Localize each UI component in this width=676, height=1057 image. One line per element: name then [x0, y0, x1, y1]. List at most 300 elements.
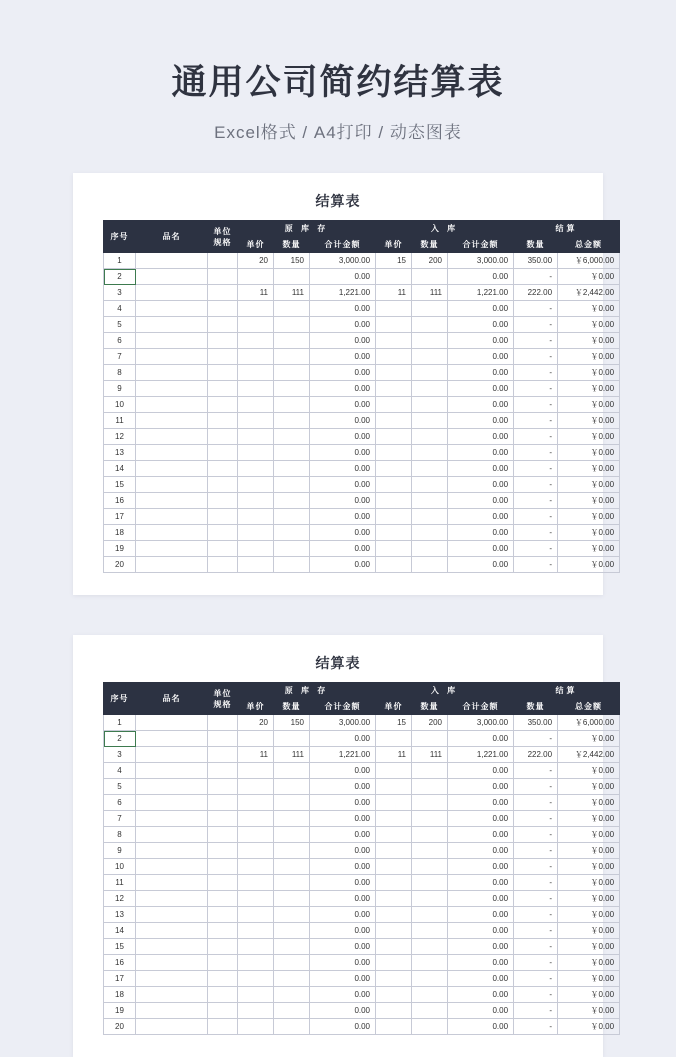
- row-spec[interactable]: [208, 907, 238, 923]
- row-index[interactable]: 6: [104, 333, 136, 349]
- row-stock-price[interactable]: [238, 301, 274, 317]
- row-stock-amount[interactable]: 0.00: [310, 971, 376, 987]
- row-settle-total[interactable]: ￥0.00: [558, 939, 620, 955]
- row-settle-total[interactable]: ￥0.00: [558, 349, 620, 365]
- row-in-price[interactable]: [376, 557, 412, 573]
- row-index[interactable]: 4: [104, 763, 136, 779]
- row-stock-price[interactable]: [238, 875, 274, 891]
- row-settle-total[interactable]: ￥0.00: [558, 397, 620, 413]
- row-stock-amount[interactable]: 0.00: [310, 269, 376, 285]
- row-in-amount[interactable]: 0.00: [448, 477, 514, 493]
- row-in-amount[interactable]: 0.00: [448, 891, 514, 907]
- row-index[interactable]: 5: [104, 779, 136, 795]
- row-in-price[interactable]: [376, 333, 412, 349]
- row-stock-price[interactable]: [238, 763, 274, 779]
- row-in-qty[interactable]: [412, 381, 448, 397]
- table-row[interactable]: [104, 987, 620, 1003]
- table-row[interactable]: [104, 429, 620, 445]
- row-name[interactable]: [136, 365, 208, 381]
- row-in-price[interactable]: [376, 509, 412, 525]
- row-settle-total[interactable]: ￥6,000.00: [558, 715, 620, 731]
- row-in-qty[interactable]: [412, 907, 448, 923]
- row-stock-amount[interactable]: 0.00: [310, 381, 376, 397]
- table-row[interactable]: [104, 349, 620, 365]
- row-in-price[interactable]: [376, 269, 412, 285]
- row-in-qty[interactable]: [412, 859, 448, 875]
- row-name[interactable]: [136, 747, 208, 763]
- row-settle-total[interactable]: ￥0.00: [558, 907, 620, 923]
- row-in-price[interactable]: [376, 907, 412, 923]
- row-settle-qty[interactable]: -: [514, 445, 558, 461]
- row-stock-amount[interactable]: 0.00: [310, 317, 376, 333]
- row-in-amount[interactable]: 0.00: [448, 445, 514, 461]
- row-in-price[interactable]: 11: [376, 747, 412, 763]
- row-spec[interactable]: [208, 461, 238, 477]
- table-row[interactable]: [104, 365, 620, 381]
- row-settle-qty[interactable]: -: [514, 429, 558, 445]
- row-name[interactable]: [136, 795, 208, 811]
- row-settle-qty[interactable]: -: [514, 859, 558, 875]
- row-spec[interactable]: [208, 525, 238, 541]
- row-in-price[interactable]: [376, 349, 412, 365]
- row-name[interactable]: [136, 779, 208, 795]
- table-row[interactable]: [104, 843, 620, 859]
- row-in-qty[interactable]: [412, 525, 448, 541]
- row-index[interactable]: 19: [104, 1003, 136, 1019]
- row-stock-qty[interactable]: [274, 827, 310, 843]
- row-settle-total[interactable]: ￥0.00: [558, 971, 620, 987]
- row-in-price[interactable]: [376, 875, 412, 891]
- row-stock-amount[interactable]: 0.00: [310, 525, 376, 541]
- row-stock-price[interactable]: [238, 493, 274, 509]
- row-stock-price[interactable]: [238, 365, 274, 381]
- row-stock-qty[interactable]: [274, 875, 310, 891]
- row-in-amount[interactable]: 1,221.00: [448, 285, 514, 301]
- row-settle-qty[interactable]: -: [514, 397, 558, 413]
- row-stock-qty[interactable]: [274, 971, 310, 987]
- row-spec[interactable]: [208, 923, 238, 939]
- row-in-qty[interactable]: [412, 493, 448, 509]
- row-stock-qty[interactable]: [274, 269, 310, 285]
- row-in-price[interactable]: [376, 429, 412, 445]
- row-name[interactable]: [136, 1019, 208, 1035]
- row-in-amount[interactable]: 0.00: [448, 397, 514, 413]
- row-in-price[interactable]: [376, 987, 412, 1003]
- table-row[interactable]: [104, 397, 620, 413]
- row-stock-qty[interactable]: [274, 317, 310, 333]
- row-settle-total[interactable]: ￥0.00: [558, 493, 620, 509]
- row-settle-qty[interactable]: -: [514, 971, 558, 987]
- row-name[interactable]: [136, 269, 208, 285]
- row-in-qty[interactable]: [412, 1019, 448, 1035]
- table-row[interactable]: [104, 763, 620, 779]
- row-in-price[interactable]: [376, 461, 412, 477]
- row-stock-qty[interactable]: [274, 429, 310, 445]
- row-in-price[interactable]: [376, 843, 412, 859]
- row-spec[interactable]: [208, 285, 238, 301]
- row-in-price[interactable]: 15: [376, 253, 412, 269]
- table-row[interactable]: [104, 1019, 620, 1035]
- row-stock-price[interactable]: [238, 955, 274, 971]
- row-spec[interactable]: [208, 381, 238, 397]
- row-in-amount[interactable]: 0.00: [448, 907, 514, 923]
- row-stock-qty[interactable]: [274, 939, 310, 955]
- row-settle-qty[interactable]: -: [514, 763, 558, 779]
- row-index[interactable]: 17: [104, 509, 136, 525]
- row-settle-total[interactable]: ￥0.00: [558, 301, 620, 317]
- row-stock-amount[interactable]: 0.00: [310, 429, 376, 445]
- row-stock-amount[interactable]: 0.00: [310, 1019, 376, 1035]
- row-stock-qty[interactable]: [274, 811, 310, 827]
- row-name[interactable]: [136, 763, 208, 779]
- row-in-price[interactable]: [376, 795, 412, 811]
- row-spec[interactable]: [208, 301, 238, 317]
- row-in-price[interactable]: [376, 1003, 412, 1019]
- row-stock-price[interactable]: [238, 317, 274, 333]
- row-stock-qty[interactable]: [274, 477, 310, 493]
- row-settle-qty[interactable]: -: [514, 557, 558, 573]
- row-spec[interactable]: [208, 493, 238, 509]
- row-stock-price[interactable]: [238, 269, 274, 285]
- row-stock-qty[interactable]: [274, 891, 310, 907]
- row-name[interactable]: [136, 397, 208, 413]
- row-in-amount[interactable]: 0.00: [448, 349, 514, 365]
- row-in-qty[interactable]: [412, 987, 448, 1003]
- row-settle-total[interactable]: ￥0.00: [558, 381, 620, 397]
- row-in-qty[interactable]: [412, 461, 448, 477]
- row-settle-total[interactable]: ￥0.00: [558, 333, 620, 349]
- row-stock-amount[interactable]: 0.00: [310, 827, 376, 843]
- row-stock-price[interactable]: [238, 461, 274, 477]
- row-stock-amount[interactable]: 0.00: [310, 541, 376, 557]
- row-in-qty[interactable]: [412, 731, 448, 747]
- row-in-qty[interactable]: [412, 413, 448, 429]
- table-row[interactable]: [104, 779, 620, 795]
- row-settle-total[interactable]: ￥0.00: [558, 445, 620, 461]
- row-stock-qty[interactable]: [274, 859, 310, 875]
- row-index[interactable]: 12: [104, 429, 136, 445]
- row-in-price[interactable]: [376, 317, 412, 333]
- row-index[interactable]: 16: [104, 493, 136, 509]
- row-stock-price[interactable]: [238, 397, 274, 413]
- row-settle-qty[interactable]: -: [514, 477, 558, 493]
- row-in-qty[interactable]: [412, 397, 448, 413]
- row-stock-price[interactable]: [238, 349, 274, 365]
- row-settle-qty[interactable]: -: [514, 413, 558, 429]
- row-spec[interactable]: [208, 333, 238, 349]
- row-stock-price[interactable]: [238, 429, 274, 445]
- row-in-amount[interactable]: 0.00: [448, 923, 514, 939]
- row-stock-price[interactable]: [238, 795, 274, 811]
- table-row[interactable]: [104, 493, 620, 509]
- row-in-amount[interactable]: 0.00: [448, 461, 514, 477]
- row-stock-price[interactable]: [238, 971, 274, 987]
- row-spec[interactable]: [208, 971, 238, 987]
- row-settle-qty[interactable]: -: [514, 843, 558, 859]
- row-spec[interactable]: [208, 541, 238, 557]
- row-stock-amount[interactable]: 0.00: [310, 493, 376, 509]
- row-spec[interactable]: [208, 349, 238, 365]
- row-settle-qty[interactable]: -: [514, 317, 558, 333]
- table-row[interactable]: [104, 891, 620, 907]
- row-stock-amount[interactable]: 0.00: [310, 859, 376, 875]
- row-index[interactable]: 5: [104, 317, 136, 333]
- row-settle-qty[interactable]: 222.00: [514, 747, 558, 763]
- row-settle-qty[interactable]: -: [514, 1019, 558, 1035]
- row-settle-qty[interactable]: -: [514, 333, 558, 349]
- row-stock-qty[interactable]: [274, 333, 310, 349]
- row-in-qty[interactable]: [412, 795, 448, 811]
- row-settle-total[interactable]: ￥0.00: [558, 1003, 620, 1019]
- row-spec[interactable]: [208, 1003, 238, 1019]
- table-row[interactable]: [104, 971, 620, 987]
- row-in-amount[interactable]: 0.00: [448, 987, 514, 1003]
- row-index[interactable]: 19: [104, 541, 136, 557]
- row-stock-price[interactable]: 11: [238, 285, 274, 301]
- row-stock-amount[interactable]: 0.00: [310, 811, 376, 827]
- row-settle-qty[interactable]: -: [514, 987, 558, 1003]
- row-name[interactable]: [136, 907, 208, 923]
- row-settle-total[interactable]: ￥0.00: [558, 365, 620, 381]
- row-name[interactable]: [136, 939, 208, 955]
- row-index[interactable]: 4: [104, 301, 136, 317]
- row-spec[interactable]: [208, 955, 238, 971]
- row-in-amount[interactable]: 0.00: [448, 1019, 514, 1035]
- row-in-qty[interactable]: 111: [412, 747, 448, 763]
- table-row[interactable]: [104, 541, 620, 557]
- row-stock-qty[interactable]: [274, 1019, 310, 1035]
- row-index[interactable]: 7: [104, 811, 136, 827]
- row-in-qty[interactable]: [412, 269, 448, 285]
- row-settle-total[interactable]: ￥0.00: [558, 269, 620, 285]
- row-settle-total[interactable]: ￥0.00: [558, 525, 620, 541]
- row-spec[interactable]: [208, 987, 238, 1003]
- row-settle-total[interactable]: ￥0.00: [558, 429, 620, 445]
- row-settle-total[interactable]: ￥0.00: [558, 827, 620, 843]
- row-stock-amount[interactable]: 3,000.00: [310, 253, 376, 269]
- row-in-qty[interactable]: [412, 971, 448, 987]
- row-spec[interactable]: [208, 509, 238, 525]
- row-name[interactable]: [136, 731, 208, 747]
- row-settle-total[interactable]: ￥0.00: [558, 779, 620, 795]
- row-stock-price[interactable]: [238, 731, 274, 747]
- row-settle-total[interactable]: ￥0.00: [558, 541, 620, 557]
- row-spec[interactable]: [208, 843, 238, 859]
- row-name[interactable]: [136, 891, 208, 907]
- row-spec[interactable]: [208, 939, 238, 955]
- row-stock-qty[interactable]: [274, 349, 310, 365]
- row-name[interactable]: [136, 875, 208, 891]
- row-stock-amount[interactable]: 0.00: [310, 445, 376, 461]
- row-in-amount[interactable]: 0.00: [448, 301, 514, 317]
- row-spec[interactable]: [208, 763, 238, 779]
- table-row[interactable]: [104, 827, 620, 843]
- row-spec[interactable]: [208, 875, 238, 891]
- row-spec[interactable]: [208, 891, 238, 907]
- row-in-price[interactable]: [376, 493, 412, 509]
- table-row[interactable]: [104, 955, 620, 971]
- row-stock-amount[interactable]: 0.00: [310, 413, 376, 429]
- row-stock-amount[interactable]: 0.00: [310, 1003, 376, 1019]
- row-spec[interactable]: [208, 859, 238, 875]
- row-stock-price[interactable]: [238, 827, 274, 843]
- row-settle-total[interactable]: ￥0.00: [558, 1019, 620, 1035]
- row-in-amount[interactable]: 0.00: [448, 317, 514, 333]
- row-settle-total[interactable]: ￥0.00: [558, 843, 620, 859]
- row-stock-amount[interactable]: 0.00: [310, 477, 376, 493]
- row-index[interactable]: 3: [104, 747, 136, 763]
- row-stock-amount[interactable]: 0.00: [310, 509, 376, 525]
- row-stock-amount[interactable]: 0.00: [310, 365, 376, 381]
- row-in-qty[interactable]: [412, 763, 448, 779]
- row-spec[interactable]: [208, 397, 238, 413]
- row-stock-amount[interactable]: 0.00: [310, 955, 376, 971]
- row-name[interactable]: [136, 285, 208, 301]
- row-settle-qty[interactable]: -: [514, 269, 558, 285]
- row-in-price[interactable]: [376, 381, 412, 397]
- row-in-amount[interactable]: 0.00: [448, 269, 514, 285]
- row-in-amount[interactable]: 0.00: [448, 413, 514, 429]
- row-index[interactable]: 18: [104, 987, 136, 1003]
- row-in-price[interactable]: [376, 763, 412, 779]
- row-stock-price[interactable]: [238, 413, 274, 429]
- row-settle-qty[interactable]: 350.00: [514, 253, 558, 269]
- row-stock-qty[interactable]: [274, 525, 310, 541]
- row-spec[interactable]: [208, 557, 238, 573]
- row-stock-price[interactable]: [238, 333, 274, 349]
- row-stock-amount[interactable]: 0.00: [310, 779, 376, 795]
- row-settle-qty[interactable]: -: [514, 827, 558, 843]
- row-spec[interactable]: [208, 731, 238, 747]
- table-row[interactable]: [104, 939, 620, 955]
- table-row[interactable]: [104, 445, 620, 461]
- row-stock-qty[interactable]: [274, 541, 310, 557]
- row-in-price[interactable]: 11: [376, 285, 412, 301]
- table-row[interactable]: [104, 269, 620, 285]
- table-row[interactable]: [104, 461, 620, 477]
- row-stock-amount[interactable]: 0.00: [310, 397, 376, 413]
- row-name[interactable]: [136, 557, 208, 573]
- table-row[interactable]: [104, 907, 620, 923]
- row-settle-total[interactable]: ￥0.00: [558, 891, 620, 907]
- row-settle-qty[interactable]: -: [514, 795, 558, 811]
- row-index[interactable]: 15: [104, 939, 136, 955]
- table-row[interactable]: [104, 557, 620, 573]
- row-settle-qty[interactable]: -: [514, 493, 558, 509]
- row-in-qty[interactable]: [412, 509, 448, 525]
- row-in-amount[interactable]: 0.00: [448, 811, 514, 827]
- row-in-price[interactable]: [376, 445, 412, 461]
- row-stock-qty[interactable]: [274, 461, 310, 477]
- row-in-qty[interactable]: [412, 365, 448, 381]
- row-settle-qty[interactable]: -: [514, 461, 558, 477]
- row-settle-qty[interactable]: -: [514, 875, 558, 891]
- row-spec[interactable]: [208, 269, 238, 285]
- row-in-amount[interactable]: 0.00: [448, 381, 514, 397]
- row-settle-total[interactable]: ￥0.00: [558, 987, 620, 1003]
- row-stock-qty[interactable]: [274, 955, 310, 971]
- row-stock-qty[interactable]: [274, 1003, 310, 1019]
- row-name[interactable]: [136, 923, 208, 939]
- row-name[interactable]: [136, 253, 208, 269]
- row-in-amount[interactable]: 0.00: [448, 795, 514, 811]
- row-index[interactable]: 12: [104, 891, 136, 907]
- table-row[interactable]: [104, 795, 620, 811]
- row-spec[interactable]: [208, 779, 238, 795]
- row-index[interactable]: 18: [104, 525, 136, 541]
- row-in-qty[interactable]: [412, 445, 448, 461]
- row-in-qty[interactable]: [412, 939, 448, 955]
- row-stock-qty[interactable]: [274, 763, 310, 779]
- row-stock-amount[interactable]: 0.00: [310, 795, 376, 811]
- row-spec[interactable]: [208, 715, 238, 731]
- row-stock-amount[interactable]: 0.00: [310, 875, 376, 891]
- row-stock-amount[interactable]: 0.00: [310, 843, 376, 859]
- row-stock-amount[interactable]: 0.00: [310, 891, 376, 907]
- row-settle-total[interactable]: ￥2,442.00: [558, 747, 620, 763]
- row-name[interactable]: [136, 955, 208, 971]
- row-settle-qty[interactable]: -: [514, 525, 558, 541]
- row-in-price[interactable]: [376, 413, 412, 429]
- row-in-qty[interactable]: [412, 1003, 448, 1019]
- row-in-amount[interactable]: 1,221.00: [448, 747, 514, 763]
- row-name[interactable]: [136, 987, 208, 1003]
- table-row[interactable]: [104, 1003, 620, 1019]
- row-in-price[interactable]: [376, 477, 412, 493]
- row-settle-total[interactable]: ￥0.00: [558, 795, 620, 811]
- row-in-qty[interactable]: [412, 333, 448, 349]
- row-in-amount[interactable]: 0.00: [448, 971, 514, 987]
- row-settle-total[interactable]: ￥0.00: [558, 875, 620, 891]
- row-index[interactable]: 3: [104, 285, 136, 301]
- row-stock-amount[interactable]: 0.00: [310, 939, 376, 955]
- row-in-amount[interactable]: 3,000.00: [448, 253, 514, 269]
- row-in-price[interactable]: [376, 827, 412, 843]
- row-in-qty[interactable]: [412, 557, 448, 573]
- row-stock-qty[interactable]: [274, 381, 310, 397]
- row-stock-qty[interactable]: [274, 445, 310, 461]
- row-stock-qty[interactable]: 111: [274, 285, 310, 301]
- row-index[interactable]: 13: [104, 445, 136, 461]
- row-settle-qty[interactable]: -: [514, 509, 558, 525]
- row-settle-qty[interactable]: -: [514, 939, 558, 955]
- row-stock-price[interactable]: [238, 445, 274, 461]
- row-stock-amount[interactable]: 0.00: [310, 557, 376, 573]
- row-in-qty[interactable]: [412, 477, 448, 493]
- row-in-amount[interactable]: 0.00: [448, 875, 514, 891]
- row-name[interactable]: [136, 859, 208, 875]
- row-in-amount[interactable]: 0.00: [448, 493, 514, 509]
- row-in-price[interactable]: [376, 859, 412, 875]
- row-settle-total[interactable]: ￥0.00: [558, 509, 620, 525]
- row-stock-qty[interactable]: [274, 923, 310, 939]
- row-settle-qty[interactable]: -: [514, 955, 558, 971]
- row-name[interactable]: [136, 1003, 208, 1019]
- row-settle-qty[interactable]: -: [514, 541, 558, 557]
- row-in-amount[interactable]: 0.00: [448, 843, 514, 859]
- row-settle-total[interactable]: ￥6,000.00: [558, 253, 620, 269]
- row-in-price[interactable]: [376, 525, 412, 541]
- row-settle-qty[interactable]: -: [514, 923, 558, 939]
- row-spec[interactable]: [208, 429, 238, 445]
- row-stock-amount[interactable]: 3,000.00: [310, 715, 376, 731]
- row-spec[interactable]: [208, 445, 238, 461]
- row-name[interactable]: [136, 333, 208, 349]
- row-stock-qty[interactable]: [274, 493, 310, 509]
- row-in-price[interactable]: [376, 779, 412, 795]
- row-in-amount[interactable]: 0.00: [448, 731, 514, 747]
- row-name[interactable]: [136, 493, 208, 509]
